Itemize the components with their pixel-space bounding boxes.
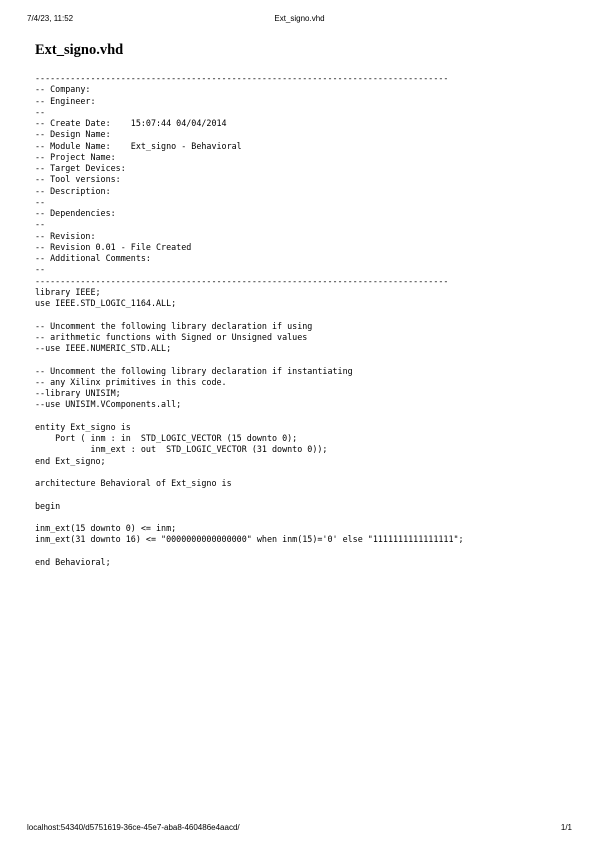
code-line: entity Ext_signo is	[35, 421, 131, 432]
code-line: -- Revision:	[35, 230, 96, 241]
code-line: -- Project Name:	[35, 151, 116, 162]
code-line: end Ext_signo;	[35, 455, 106, 466]
code-line: --	[35, 196, 46, 207]
code-line: -- Target Devices:	[35, 163, 126, 173]
code-line: --	[35, 264, 46, 275]
code-line: inm_ext(15 downto 0) <= inm;	[35, 523, 177, 533]
code-line: ----------------------------------------------------------------------------------	[35, 275, 449, 286]
code-line: -- Dependencies:	[35, 208, 116, 218]
code-line: -- Uncomment the following library declaration if instantiating	[35, 365, 353, 376]
code-line: Port ( inm : in STD_LOGIC_VECTOR (15 downto 0);	[35, 433, 298, 443]
code-line: -- Revision 0.01 - File Created	[35, 241, 192, 252]
code-line: inm_ext(31 downto 16) <= "0000000000000000" when inm(15)='0' else "1111111111111111";	[35, 534, 464, 545]
code-line: ----------------------------------------------------------------------------------	[35, 73, 449, 83]
code-line: --library UNISIM;	[35, 388, 121, 398]
code-line: -- Uncomment the following library declaration if using	[35, 320, 313, 331]
print-footer-url: localhost:54340/d5751619-36ce-45e7-aba8-460486e4aacd/	[27, 823, 240, 832]
code-line: -- Tool versions:	[35, 174, 121, 185]
code-line: -- arithmetic functions with Signed or Unsigned values	[35, 331, 308, 342]
code-line: -- any Xilinx primitives in this code.	[35, 376, 227, 387]
code-line: -- Design Name:	[35, 129, 111, 140]
code-line: --use IEEE.NUMERIC_STD.ALL;	[35, 343, 172, 353]
code-line: --	[35, 106, 46, 117]
code-line: use IEEE.STD_LOGIC_1164.ALL;	[35, 298, 177, 308]
code-line: -- Additional Comments:	[35, 253, 151, 263]
print-header-title: Ext_signo.vhd	[274, 14, 325, 23]
code-line: --	[35, 219, 46, 230]
code-line: end Behavioral;	[35, 556, 111, 567]
code-line: begin	[35, 500, 61, 511]
code-line: -- Create Date: 15:07:44 04/04/2014	[35, 118, 227, 128]
code-line: inm_ext : out STD_LOGIC_VECTOR (31 downto 0));	[35, 444, 328, 455]
print-page-number: 1/1	[560, 823, 572, 832]
document-title: Ext_signo.vhd	[35, 42, 124, 58]
code-line: architecture Behavioral of Ext_signo is	[35, 478, 232, 488]
code-line: library IEEE;	[35, 286, 101, 297]
code-line: -- Company:	[35, 84, 91, 95]
code-line: -- Description:	[35, 185, 111, 196]
code-line: -- Module Name: Ext_signo - Behavioral	[35, 140, 242, 151]
vhdl-code-block	[35, 73, 464, 568]
code-line: -- Engineer:	[35, 95, 96, 106]
print-datetime: 7/4/23, 11:52	[27, 14, 74, 23]
code-line: --use UNISIM.VComponents.all;	[35, 399, 182, 410]
